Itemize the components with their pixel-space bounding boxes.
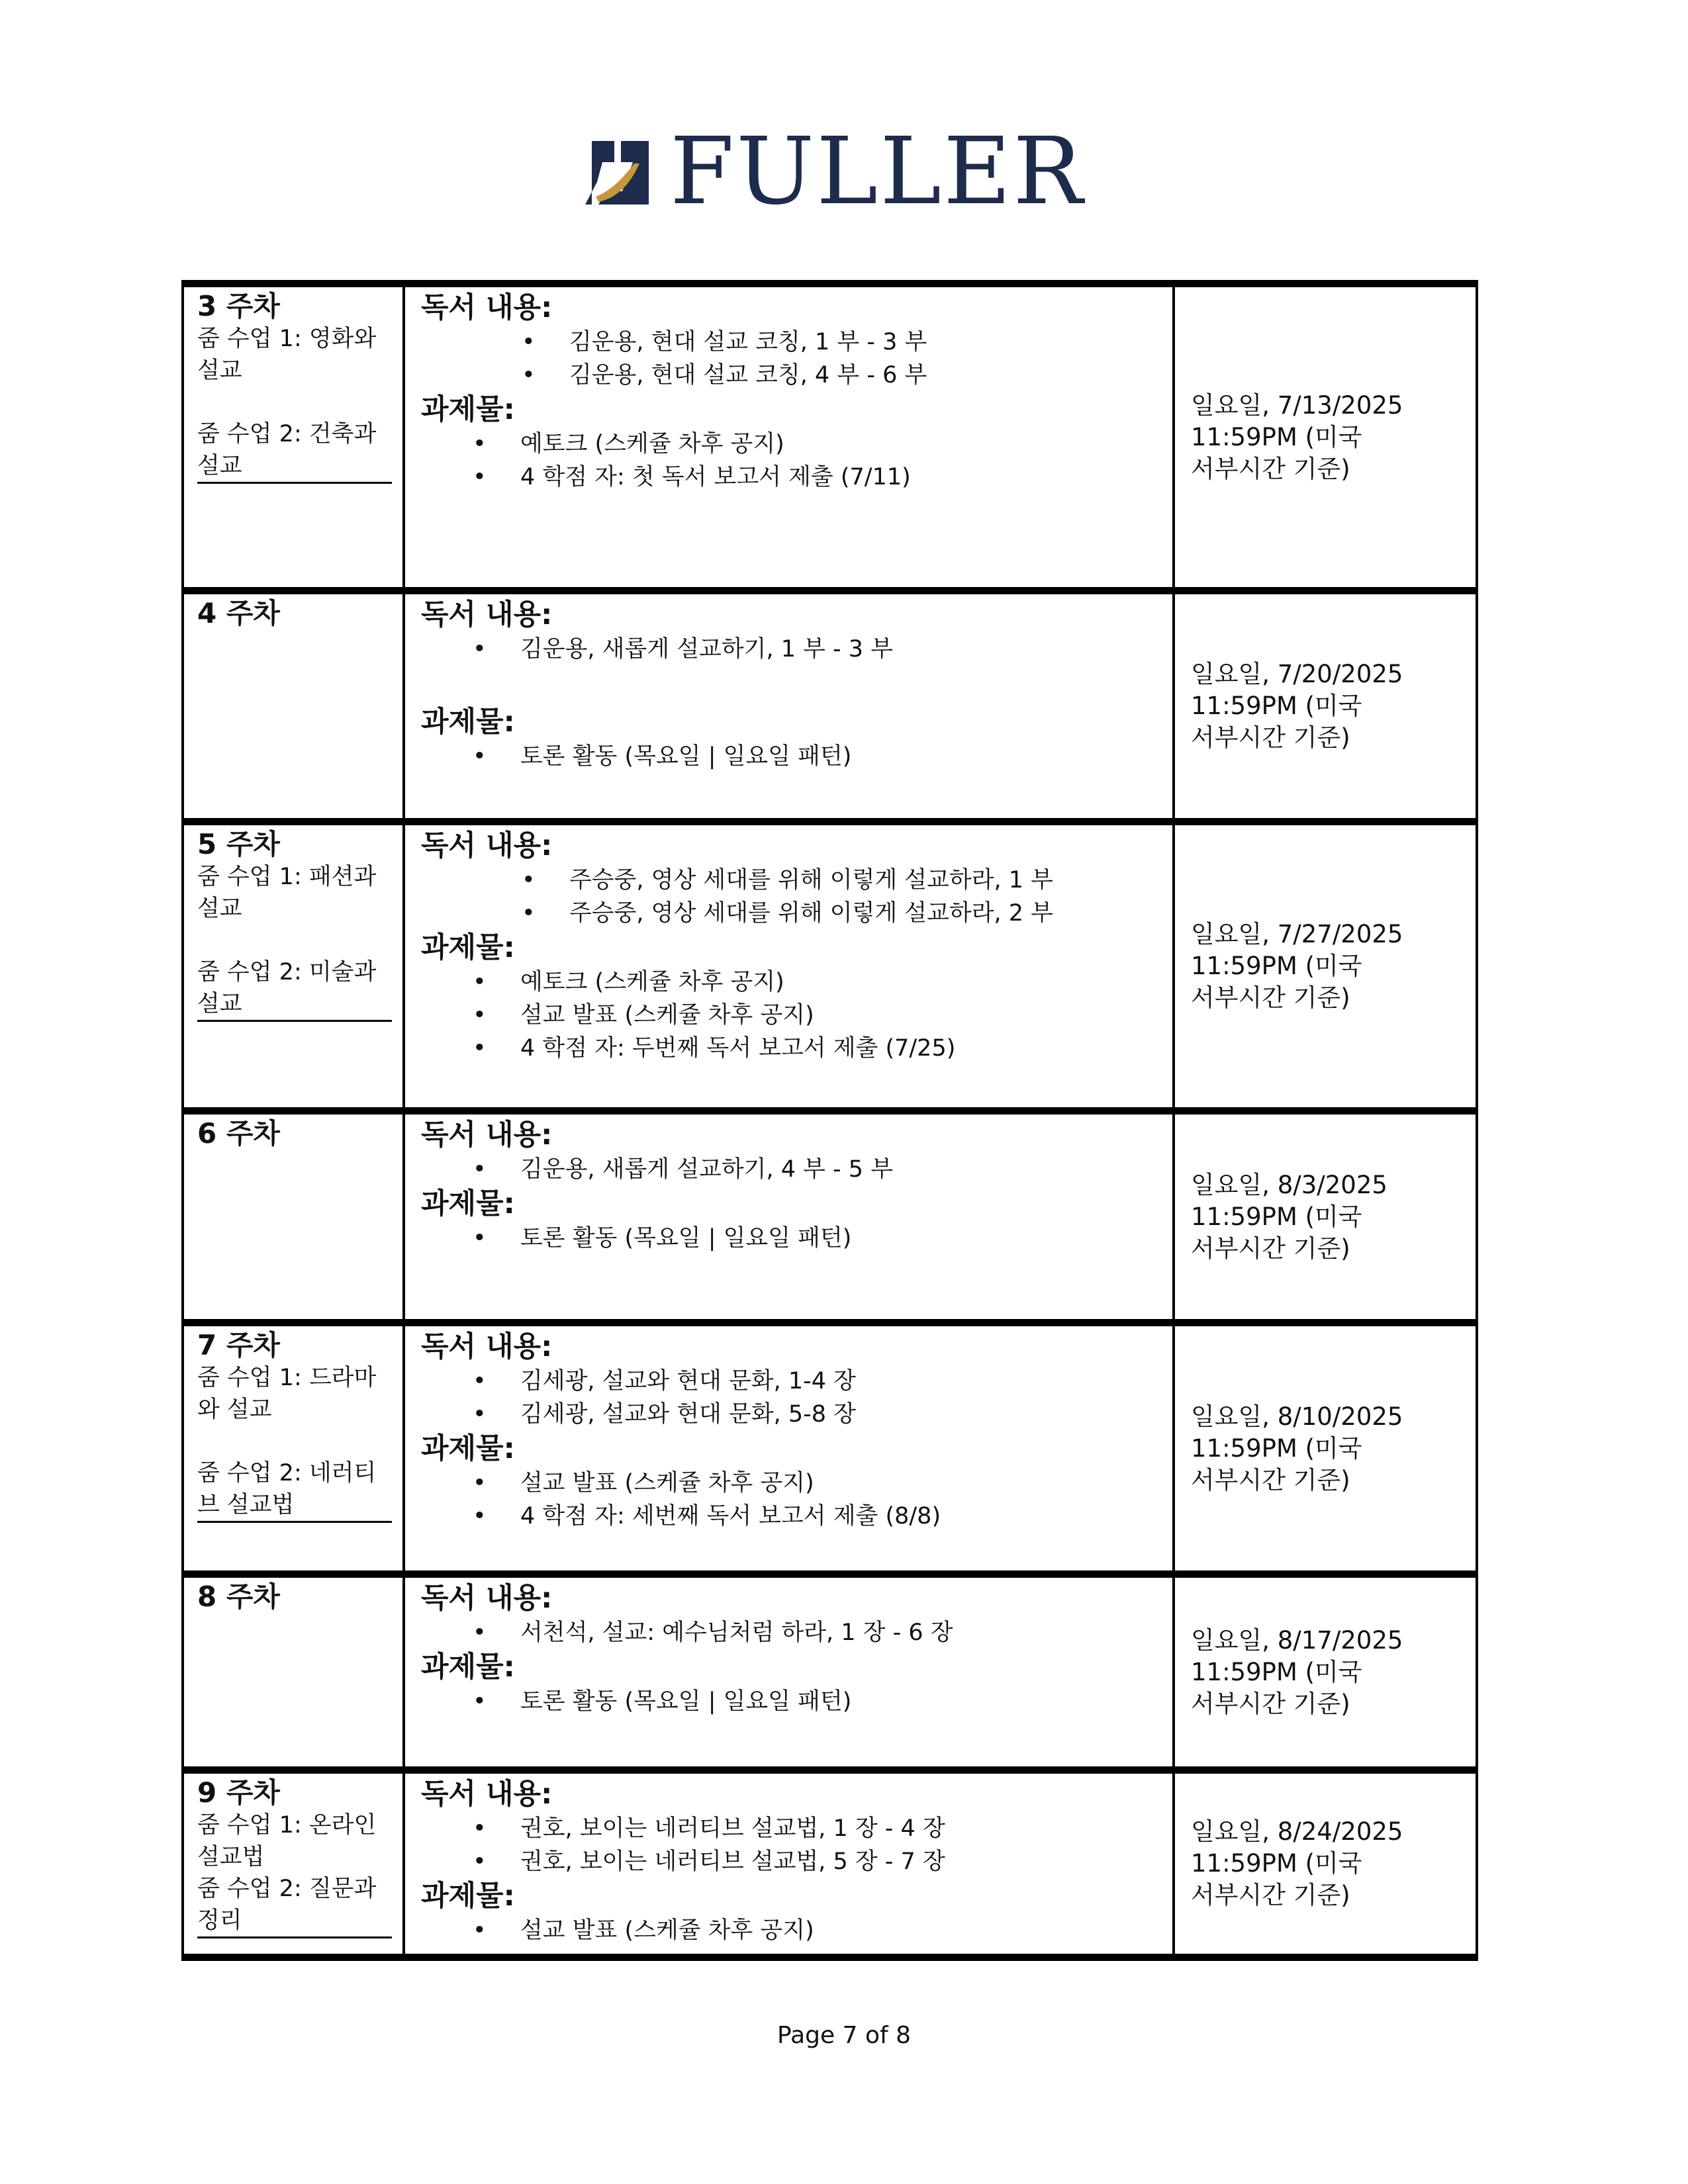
assignment-heading: 과제물: <box>421 1187 515 1220</box>
fuller-logo <box>583 118 1085 226</box>
reading-item: • 김운용, 새롭게 설교하기, 1 부 - 3 부 <box>421 633 1159 666</box>
due-cell <box>1174 284 1477 591</box>
reading-item: • 권호, 보이는 네러티브 설교법, 5 장 - 7 장 <box>421 1845 1159 1878</box>
week-title: 5 주차 <box>197 828 280 860</box>
due-date: 일요일, 7/13/2025 <box>1191 390 1403 420</box>
week-title: 7 주차 <box>197 1329 280 1361</box>
assignment-list <box>421 966 1159 1065</box>
content-cell <box>404 1770 1174 1958</box>
due-date: 일요일, 7/20/2025 <box>1191 660 1403 688</box>
zoom-class: 줌 수업 1: 드라마와 설교 <box>197 1365 377 1424</box>
assignment-heading: 과제물: <box>421 1432 515 1465</box>
week-cell <box>183 1770 404 1958</box>
due-timezone: 서부시간 기준) <box>1191 983 1350 1012</box>
due-date: 일요일, 8/17/2025 <box>1191 1625 1403 1655</box>
zoom-class: 줌 수업 1: 패션과 설교 <box>197 864 377 923</box>
due-cell <box>1174 591 1477 822</box>
week-title: 6 주차 <box>197 1117 280 1150</box>
reading-list <box>421 1616 1159 1649</box>
due-time: 11:59PM (미국 <box>1191 1657 1362 1686</box>
zoom-class: 줌 수업 1: 영화와 설교 <box>197 326 377 385</box>
week-row <box>183 284 1477 591</box>
due-cell <box>1174 1323 1477 1574</box>
due-date: 일요일, 8/10/2025 <box>1191 1402 1403 1431</box>
weekly-schedule-table <box>181 280 1478 1961</box>
reading-item: • 주승중, 영상 세대를 위해 이렇게 설교하라, 1 부 <box>421 864 1159 897</box>
reading-list <box>421 633 1159 666</box>
page-number: Page 7 of 8 <box>777 2022 911 2049</box>
assignment-item: • 설교 발표 (스케쥴 차후 공지) <box>421 1914 1159 1947</box>
reading-heading: 독서 내용: <box>421 1118 553 1152</box>
assignment-heading: 과제물: <box>421 1651 515 1684</box>
logo-wordmark: FULLER <box>670 118 1085 226</box>
due-time: 11:59PM (미국 <box>1191 692 1362 720</box>
due-time: 11:59PM (미국 <box>1191 1849 1362 1878</box>
reading-list <box>421 1812 1159 1878</box>
reading-item: • 권호, 보이는 네러티브 설교법, 1 장 - 4 장 <box>421 1812 1159 1845</box>
zoom-class: 줌 수업 2: 질문과 정리 <box>197 1873 392 1938</box>
zoom-class: 줌 수업 2: 미술과 설교 <box>197 956 392 1022</box>
reading-heading: 독서 내용: <box>421 1778 553 1811</box>
reading-item: • 김세광, 설교와 현대 문화, 1-4 장 <box>421 1365 1159 1398</box>
assignment-list <box>421 428 1159 494</box>
week-cell <box>183 1323 404 1574</box>
reading-heading: 독서 내용: <box>421 1330 553 1363</box>
reading-item: • 김운용, 현대 설교 코칭, 1 부 - 3 부 <box>421 326 1159 359</box>
reading-heading: 독서 내용: <box>421 291 553 324</box>
assignment-item: • 예토크 (스케쥴 차후 공지) <box>421 966 1159 999</box>
assignment-item: • 4 학점 자: 첫 독서 보고서 제출 (7/11) <box>421 461 1159 494</box>
reading-list <box>421 864 1159 930</box>
week-title: 8 주차 <box>197 1580 280 1613</box>
assignment-heading: 과제물: <box>421 393 515 426</box>
assignment-item: • 토론 활동 (목요일 | 일요일 패턴) <box>421 1222 1159 1255</box>
due-time: 11:59PM (미국 <box>1191 422 1362 451</box>
reading-heading: 독서 내용: <box>421 829 553 862</box>
due-timezone: 서부시간 기준) <box>1191 1881 1350 1909</box>
due-date: 일요일, 7/27/2025 <box>1191 920 1403 948</box>
reading-item: • 주승중, 영상 세대를 위해 이렇게 설교하라, 2 부 <box>421 897 1159 930</box>
week-title: 3 주차 <box>197 290 280 322</box>
week-row <box>183 1323 1477 1574</box>
due-timezone: 서부시간 기준) <box>1191 454 1350 483</box>
week-row <box>183 1574 1477 1770</box>
due-date: 일요일, 8/24/2025 <box>1191 1817 1403 1846</box>
assignment-item: • 토론 활동 (목요일 | 일요일 패턴) <box>421 1685 1159 1718</box>
reading-item: • 김세광, 설교와 현대 문화, 5-8 장 <box>421 1398 1159 1431</box>
due-timezone: 서부시간 기준) <box>1191 1234 1350 1263</box>
fuller-logo-icon <box>583 136 655 208</box>
due-timezone: 서부시간 기준) <box>1191 1689 1350 1718</box>
assignment-item: • 설교 발표 (스케쥴 차후 공지) <box>421 999 1159 1032</box>
assignment-list <box>421 1685 1159 1718</box>
assignment-heading: 과제물: <box>421 705 515 739</box>
assignment-list <box>421 1914 1159 1947</box>
content-cell <box>404 284 1174 591</box>
due-timezone: 서부시간 기준) <box>1191 723 1350 752</box>
due-cell <box>1174 1574 1477 1770</box>
due-time: 11:59PM (미국 <box>1191 952 1362 980</box>
reading-item: • 서천석, 설교: 예수님처럼 하라, 1 장 - 6 장 <box>421 1616 1159 1649</box>
assignment-item: • 토론 활동 (목요일 | 일요일 패턴) <box>421 740 1159 773</box>
assignment-item: • 4 학점 자: 세번째 독서 보고서 제출 (8/8) <box>421 1500 1159 1533</box>
reading-list <box>421 1153 1159 1186</box>
assignment-item: • 4 학점 자: 두번째 독서 보고서 제출 (7/25) <box>421 1032 1159 1065</box>
content-cell <box>404 1323 1174 1574</box>
reading-item: • 김운용, 새롭게 설교하기, 4 부 - 5 부 <box>421 1153 1159 1186</box>
content-cell <box>404 591 1174 822</box>
assignment-item: • 예토크 (스케쥴 차후 공지) <box>421 428 1159 461</box>
reading-heading: 독서 내용: <box>421 1582 553 1615</box>
week-title: 9 주차 <box>197 1776 280 1809</box>
week-cell <box>183 1574 404 1770</box>
due-cell <box>1174 1770 1477 1958</box>
week-title: 4 주차 <box>197 597 280 629</box>
assignment-list <box>421 740 1159 773</box>
content-cell <box>404 1574 1174 1770</box>
week-cell <box>183 1111 404 1323</box>
assignment-heading: 과제물: <box>421 1880 515 1913</box>
week-row <box>183 591 1477 822</box>
reading-list <box>421 1365 1159 1431</box>
zoom-class: 줌 수업 2: 네러티브 설교법 <box>197 1457 392 1523</box>
due-time: 11:59PM (미국 <box>1191 1433 1362 1463</box>
due-time: 11:59PM (미국 <box>1191 1202 1362 1231</box>
week-row <box>183 822 1477 1111</box>
reading-heading: 독서 내용: <box>421 598 553 631</box>
content-cell <box>404 1111 1174 1323</box>
week-cell <box>183 591 404 822</box>
zoom-class: 줌 수업 2: 건축과 설교 <box>197 418 392 484</box>
week-row <box>183 1111 1477 1323</box>
due-cell <box>1174 822 1477 1111</box>
assignment-item: • 설교 발표 (스케쥴 차후 공지) <box>421 1467 1159 1500</box>
reading-list <box>421 326 1159 392</box>
assignment-heading: 과제물: <box>421 931 515 964</box>
due-timezone: 서부시간 기준) <box>1191 1465 1350 1494</box>
reading-item: • 김운용, 현대 설교 코칭, 4 부 - 6 부 <box>421 359 1159 392</box>
assignment-list <box>421 1222 1159 1255</box>
week-row <box>183 1770 1477 1958</box>
week-cell <box>183 822 404 1111</box>
zoom-class: 줌 수업 1: 온라인 설교법 <box>197 1812 377 1871</box>
content-cell <box>404 822 1174 1111</box>
due-date: 일요일, 8/3/2025 <box>1191 1170 1387 1199</box>
week-cell <box>183 284 404 591</box>
due-cell <box>1174 1111 1477 1323</box>
assignment-list <box>421 1467 1159 1533</box>
